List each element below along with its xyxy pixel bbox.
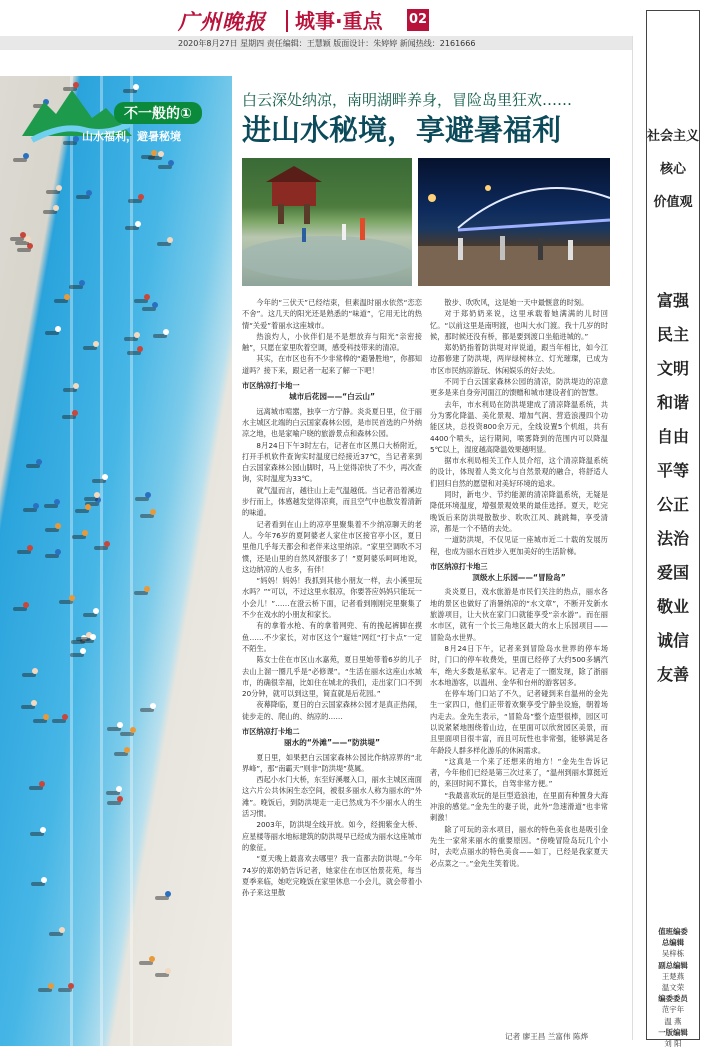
- paragraph: 郑奶奶指着防洪堤对岸说道，跟当年相比，如今江边都修建了防洪堤，两岸绿树林立、灯光璀璨，已成为市区市民纳凉游玩、休闲娱乐的好去处。: [430, 343, 608, 375]
- paragraph: 夏日里，如果把白云国家森林公园比作纳凉界的“北界峰”，那“南霸天”则非“防洪堤”莫属。: [242, 752, 422, 773]
- swimmer: [102, 474, 108, 480]
- article-kicker: 白云深处纳凉，南明湖畔养身，冒险岛里狂欢……: [242, 91, 573, 109]
- editor-role: 总编辑: [661, 938, 685, 948]
- pool-photo: [0, 76, 232, 1046]
- core-value-item: 敬业: [656, 597, 689, 616]
- core-value-item: 民主: [656, 325, 689, 344]
- intro-paragraphs: [242, 297, 422, 376]
- paragraph: 8月24日下午3时左右，记者在市区黑口大桥附近，打开手机软件查询实时温度已经接近37℃，当记者来到白云国家森林公园山脚时，马上觉得凉快了不少，再次查询，实时温度为33℃。: [242, 440, 422, 484]
- spot3-label: 市区纳凉打卡地三: [430, 561, 488, 571]
- core-value-item: 文明: [656, 359, 689, 378]
- page-number-badge: 02: [407, 9, 429, 31]
- swimmer: [145, 492, 151, 498]
- editor-role: 副总编辑: [658, 960, 688, 970]
- editor-role: 值班编委: [658, 927, 688, 936]
- editor-name: 温文荣: [661, 983, 685, 993]
- spot3-title: 顶级水上乐园——“冒险岛”: [472, 573, 566, 583]
- paragraph: 据市水利局相关工作人员介绍，这个清凉降温系统的设计，体现着人类文化与自然景观的融合，将舒适人们回归自然的愿望和对美好环境的追求。: [430, 456, 608, 488]
- swimmer: [165, 968, 171, 974]
- editor-name: 吴梓栋: [661, 949, 685, 959]
- swimmer: [40, 827, 46, 833]
- swimmer: [90, 634, 96, 640]
- column-rule: [632, 36, 633, 1040]
- swimmer: [94, 492, 100, 498]
- swimmer: [130, 727, 136, 733]
- core-values-heading-line: 核心: [659, 162, 686, 177]
- paragraph: 有的拿着水枪、有的拿着网兜、有的挽起裤脚在摸鱼……不少家长，对市区这个“遛娃”网红“打卡点”一定不陌生。: [242, 621, 422, 653]
- swimmer: [79, 280, 85, 286]
- masthead-divider: [286, 10, 288, 32]
- spot1-paragraphs: [242, 406, 422, 722]
- swimmer: [55, 326, 61, 332]
- newspaper-logo: 广州晚报: [178, 9, 266, 34]
- swimmer: [31, 700, 37, 706]
- swimmer: [117, 722, 123, 728]
- swimmer: [55, 523, 61, 529]
- paragraph: 除了可玩的亲水项目，丽水的特色美食也是吸引金先生一家常来丽水的重要原因。“傍晚冒险岛玩几个小时，去吃点丽水的特色美食——如丁，已经是我家夏天必点菜之一。”金先生笑着说。: [430, 824, 608, 868]
- swimmer: [64, 294, 70, 300]
- swimmer: [59, 927, 65, 933]
- swimmer: [39, 781, 45, 787]
- swimmer: [41, 877, 47, 883]
- swimmer: [144, 294, 150, 300]
- swimmer: [36, 459, 42, 465]
- core-value-item: 富强: [656, 291, 689, 310]
- swimmer: [137, 346, 143, 352]
- paragraph: 在停车场门口站了不久，记者碰到来自温州的金先生一家四口，他们正带着欢聚享受宁静坐设施，朝着场内走去。金先生表示，“冒险岛”整个造型很棒，园区可以说紧紧地围绕着山边，在里面可以欣赏园区美景，而且里面项目很丰富，而且可玩性也非常强，能够满足各年龄段人群多样化游乐的休闲需求。: [430, 689, 608, 755]
- swimmer: [82, 530, 88, 536]
- mountain-stream-photo: [242, 158, 412, 286]
- editor-name: 温 燕: [664, 1016, 682, 1026]
- core-value-item: 平等: [656, 461, 689, 480]
- swimmer: [23, 153, 29, 159]
- paragraph: “妈妈！妈妈！我抓到其他小朋友一样，去小溪里玩水吗？”“可以，不过这里水很凉，你要答应妈妈只能玩一小会儿！”……在澄云桥下面，记者看到刚刚完里聚集了不少在戏水的小朋友和家长。: [242, 576, 422, 620]
- swimmer: [133, 84, 139, 90]
- swimmer: [165, 891, 171, 897]
- swimmer: [48, 983, 54, 989]
- section-title: 城事·重点: [295, 9, 383, 33]
- paragraph: 西起小水门大桥，东至好溪堰入口，丽水主城区南面这六片公共休闲生态空间，被很多丽水人称为丽水的“外滩”。晚饭后，到防洪堤走一走已然成为不少丽水人的生活习惯。: [242, 775, 422, 819]
- swimmer: [144, 586, 150, 592]
- swimmer: [134, 332, 140, 338]
- paragraph: 其实，在市区也有不少非常棒的“避暑胜地”，你都知道吗？接下来，跟记者一起来了解一下吧！: [242, 354, 422, 375]
- paragraph: 散步、吹吹风，这是她一天中最惬意的时刻。: [444, 298, 589, 307]
- paragraph: “我最喜欢玩的是巨型造浪池，在里面有种置身大海冲浪的感觉。”金先生的妻子说，此外“急速滑道”也非常刺激！: [430, 790, 608, 823]
- paragraph: 热浪灼人，小伙伴们是不是想放弃与阳光“亲密接触”，只愿在家里吹着空调，感受科技带来的清凉。: [242, 331, 422, 353]
- swimmer: [138, 194, 144, 200]
- paragraph: 8月24日下午，记者来到冒险岛水世界的停车场时，门口的停车收费处，里面已经停了大约500多辆汽车，绝大多数是私家车。记者走了一圈发现，除了浙丽水本地游客，以温州、金华和台州的游客居多。: [430, 643, 608, 687]
- swimmer: [80, 648, 86, 654]
- paragraph: 炎炎夏日，戏水旅游是市民们关注的热点，丽水各地的景区也做好了消暑纳凉的“水文章”，不断开发新水旅游项目，让大伙在家门口就能享受“亲水游”。而在丽水市区，就有一个长三角地区最大的水上乐园项目——冒险岛水世界。: [430, 587, 608, 642]
- series-subtitle: 山水福利，避暑秘境: [82, 130, 181, 143]
- core-value-item: 法治: [656, 529, 689, 548]
- core-value-item: 诚信: [656, 631, 689, 650]
- issue-info: 2020年8月27日 星期四 责任编辑：王慧颖 版面设计：朱婷婷 新闻热线：2161666: [178, 39, 476, 48]
- swimmer: [20, 232, 26, 238]
- paragraph: 记者看到在山上的凉亭里聚集着不少纳凉聊天的老人。今年76岁的夏阿婆老人家住市区接官亭小区，夏日里他几乎每天都会和老伴来这里纳凉。“家里空调吹不习惯，还是山里的自然风舒服多了！”夏阿婆乐呵呵地说，这边纳凉的人也多，有伴！: [242, 519, 422, 574]
- swimmer: [86, 190, 92, 196]
- paragraph: 不同于白云国家森林公园的清凉，防洪堤边的凉意更多是来自身旁河面江的馈赠和城市建设者们的智慧。: [430, 377, 608, 398]
- spot3-paragraphs: [430, 586, 608, 868]
- paragraph: 一道防洪堤，不仅见证一座城市近二十载的发展历程，也成为丽水百姓步入更加美好的生活阶梯。: [430, 535, 608, 556]
- swimmer: [163, 329, 169, 335]
- swimmer: [150, 509, 156, 515]
- riverside-night-photo: [418, 158, 610, 286]
- core-values-heading: [646, 120, 700, 219]
- editor-name: 刘 阳: [664, 1039, 682, 1049]
- core-values-list: [646, 284, 700, 692]
- swimmer: [62, 714, 68, 720]
- paragraph: 就气温而言，越往山上走气温越低。当记者沿着溪边步行而上，体感越发觉得凉爽，而且空气中也散发着清新的味道。: [242, 485, 422, 518]
- editor-name: 王楚燕: [661, 971, 685, 981]
- paragraph: 同时，新电少、节约能源的清凉降温系统，无疑是降低环境温度，增强景观效果的最佳选择。夏天，吃完晚饭后来防洪堤散散步、吹吹江风、跳跳舞，享受清凉，都是一个不错的去处。: [430, 490, 608, 533]
- swimmer: [23, 602, 29, 608]
- swimmer: [56, 185, 62, 191]
- editor-role: 一版编辑: [658, 1027, 688, 1037]
- core-value-item: 和谐: [656, 393, 689, 412]
- swimmer: [27, 545, 33, 551]
- core-value-item: 自由: [656, 427, 689, 446]
- paragraph: 今年的“三伏天”已经结束，但素温时丽水依然“恋恋不舍”。这几天的阳光还是熟悉的“味道”，它用无比的热情“关爱”着丽水这座城市。: [242, 298, 422, 330]
- swimmer: [116, 786, 122, 792]
- core-value-item: 友善: [656, 665, 689, 684]
- swimmer: [158, 151, 164, 157]
- byline: 记者 廖王昌 兰富伟 陈烨: [505, 1032, 589, 1041]
- swimmer: [25, 236, 31, 242]
- core-value-item: 爱国: [656, 563, 689, 582]
- swimmer: [149, 956, 155, 962]
- paragraph: 夜幕降临，夏日的白云国家森林公园才是真正热闹，徒步走的、爬山的、纳凉的……: [242, 700, 422, 721]
- swimmer: [68, 983, 74, 989]
- core-values-heading-line: 社会主义: [646, 129, 699, 144]
- spot2-label: 市区纳凉打卡地二: [242, 726, 300, 736]
- swimmer: [150, 703, 156, 709]
- paragraph: 2003年，防洪堤全线开放。如今，经拥紫金大桥、应星楼等丽水地标建筑的防洪堤早已经成为丽水这座城市的象征。: [242, 820, 422, 852]
- swimmer: [73, 383, 79, 389]
- swimmer: [33, 503, 39, 509]
- swimmer: [53, 205, 59, 211]
- paragraph: 陈女士住在市区山水嘉苑，夏日里她带着6岁的儿子去山上溜一圈几乎是“必修课”。“生活在丽水这座山水城市，的确很幸福，比如住在城北的我们，走出家门口不到20分钟，就可以到这里，简直就是后花园。”: [242, 655, 422, 699]
- spot1-title: 城市后花园——“白云山”: [289, 392, 375, 402]
- spot2-title: 丽水的“外滩”——“防洪堤”: [284, 738, 380, 748]
- paragraph: 对于郑奶奶来说，这里承载着她满满的儿时回忆。“以前这里是南明渡，也叫大水门渡。我十几岁的时候，那时候还没有桥，都是要到渡口坐船进城的。”: [430, 309, 608, 341]
- swimmer: [32, 668, 38, 674]
- swimmer: [124, 747, 130, 753]
- series-badge: 不一般的①: [114, 102, 202, 124]
- swimmer: [152, 302, 158, 308]
- swimmer: [93, 341, 99, 347]
- spot2-paragraphs: [242, 752, 422, 899]
- swimmer: [69, 595, 75, 601]
- swimmer: [85, 504, 91, 510]
- paragraph: 去年，市水利局在防洪堤建成了清凉降温系统，共分为雾化降温、美化景观、增加气润、营造浪漫四个功能区块，总投资800余万元，全线设置5个机组，共有4400个喷头，运行期间，喷雾降到的范围内可以降温5℃以上，湿度越高降温效果越明显。: [430, 399, 608, 454]
- swimmer: [117, 796, 123, 802]
- core-values-heading-line: 价值观: [653, 195, 693, 210]
- swimmer: [167, 237, 173, 243]
- paragraph: “这真是一个来了还想来的地方！”金先生告诉记者，今年他们已经是第三次过来了，“温州到丽水算挺近的，来回时间不算长，自驾非常方便。”: [430, 756, 608, 789]
- paragraph: 远离城市喧嚣，独享一方宁静。炎炎夏日里，位于丽水主城区北端的白云国家森林公园，是市民首选的户外纳凉之地，也是家喻户晓的旅游景点和森林公园。: [242, 406, 422, 439]
- article-column-1: [242, 297, 422, 1025]
- spot1-label: 市区纳凉打卡地一: [242, 381, 300, 391]
- column2-paragraphs: [430, 297, 608, 557]
- editor-credits: [646, 926, 700, 1049]
- swimmer: [135, 221, 141, 227]
- article-column-2: [430, 297, 608, 1027]
- editor-name: 范宇年: [661, 1005, 685, 1015]
- swimmer: [43, 714, 49, 720]
- swimmer: [168, 160, 174, 166]
- swimmer: [72, 410, 78, 416]
- core-value-item: 公正: [656, 495, 689, 514]
- swimmer: [93, 608, 99, 614]
- swimmer: [54, 499, 60, 505]
- swimmer: [55, 549, 61, 555]
- paragraph: “夏天晚上最喜欢去哪里？我一直都去防洪堤。”今年74岁的郑奶奶告诉记者，她家住在市区怡景花苑，每当夏季来临，她吃完晚饭在家里休息一小会儿，就会带着小孙子来这里散: [242, 854, 422, 898]
- swimmer: [104, 541, 110, 547]
- editor-role: 编委委员: [658, 994, 688, 1004]
- article-headline: 进山水秘境，享避暑福利: [242, 113, 562, 147]
